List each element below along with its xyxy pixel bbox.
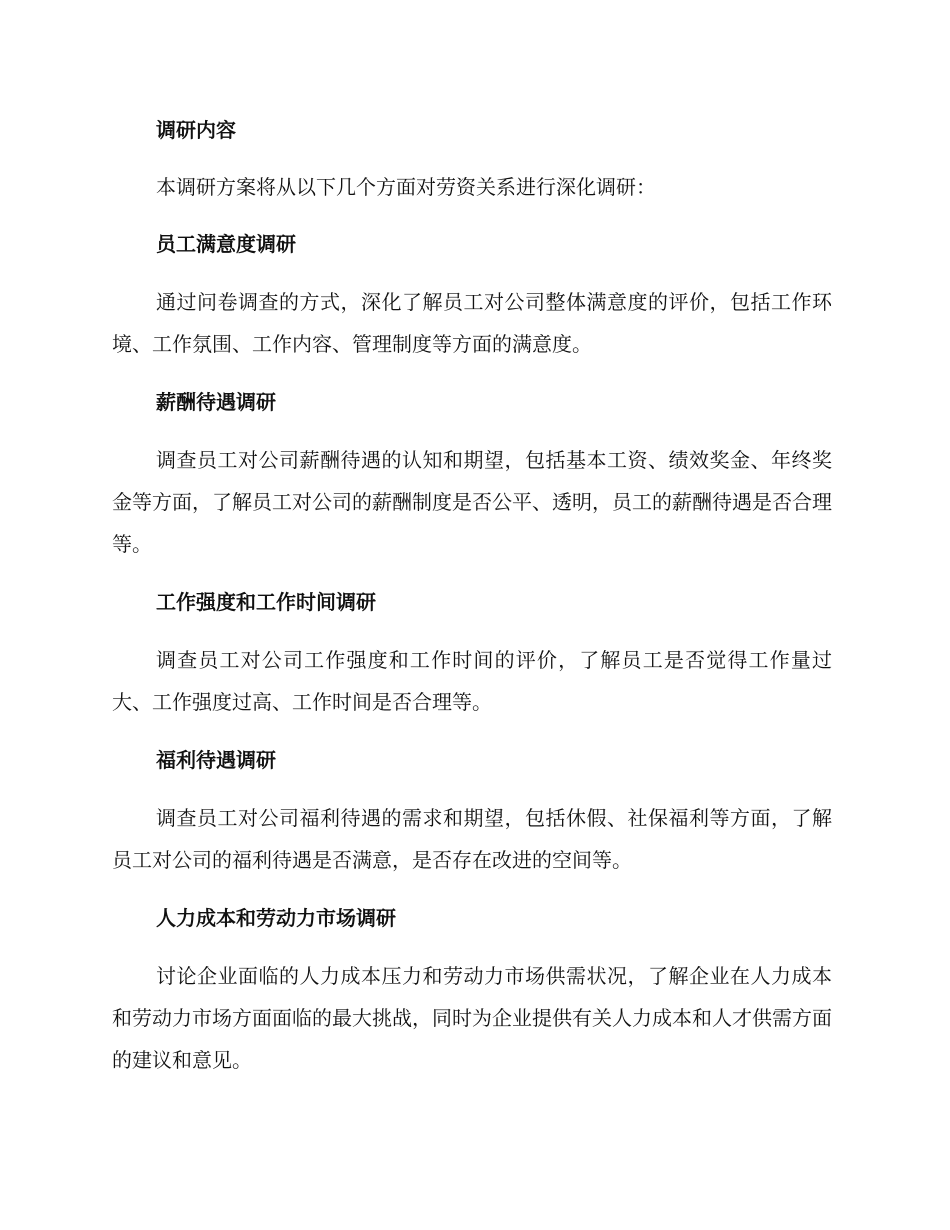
section-heading-workload-hours: 工作强度和工作时间调研 (156, 590, 376, 614)
section-heading-benefits: 福利待遇调研 (156, 748, 276, 772)
section-body-workload-hours: 调查员工对公司工作强度和工作时间的评价，了解员工是否觉得工作量过大、工作强度过高、工作时间是否合理等。 (112, 648, 832, 714)
section-body-labor-market: 讨论企业面临的人力成本压力和劳动力市场供需状况，了解企业在人力成本和劳动力市场方面面临的最大挑战，同时为企业提供有关人力成本和人才供需方面的建议和意见。 (112, 964, 832, 1072)
section-title: 调研内容 (156, 118, 236, 142)
section-body-benefits: 调查员工对公司福利待遇的需求和期望，包括休假、社保福利等方面，了解员工对公司的福利待遇是否满意，是否存在改进的空间等。 (112, 806, 832, 872)
section-heading-compensation: 薪酬待遇调研 (156, 390, 276, 414)
section-heading-employee-satisfaction: 员工满意度调研 (156, 232, 296, 256)
document-content (112, 110, 832, 1098)
intro-paragraph: 本调研方案将从以下几个方面对劳资关系进行深化调研： (156, 175, 656, 199)
section-body-compensation: 调查员工对公司薪酬待遇的认知和期望，包括基本工资、绩效奖金、年终奖金等方面，了解员工对公司的薪酬制度是否公平、透明，员工的薪酬待遇是否合理等。 (112, 448, 832, 556)
section-body-employee-satisfaction: 通过问卷调查的方式，深化了解员工对公司整体满意度的评价，包括工作环境、工作氛围、工作内容、管理制度等方面的满意度。 (112, 290, 832, 356)
section-heading-labor-market: 人力成本和劳动力市场调研 (156, 906, 396, 930)
